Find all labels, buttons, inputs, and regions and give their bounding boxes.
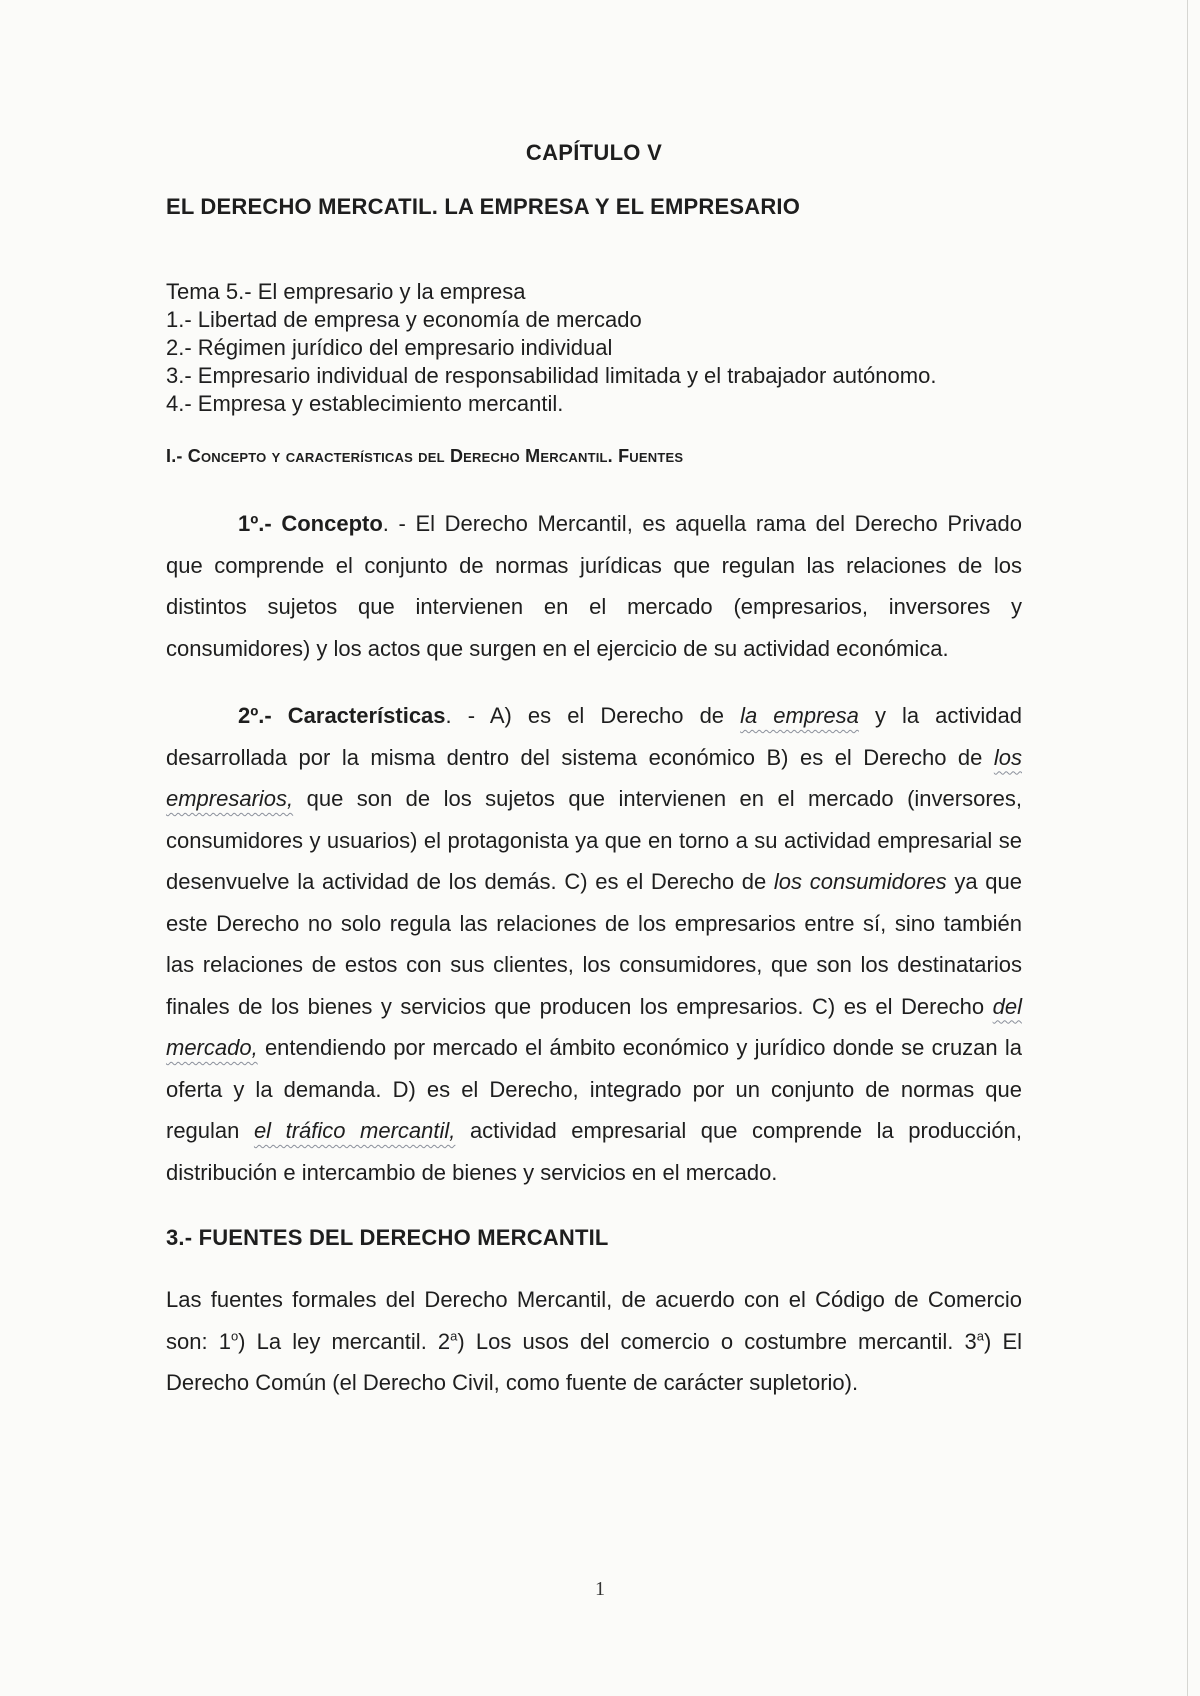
emphasis-trafico-mercantil: el tráfico mercantil, — [253, 1118, 456, 1143]
emphasis-los-consumidores: los consumidores — [773, 869, 947, 894]
emphasis-los-empresarios: los empresarios, — [166, 744, 1022, 811]
caracteristicas-text: . - A) es el Derecho de — [445, 703, 741, 728]
tema-item: 1.- Libertad de empresa y economía de mercado — [166, 307, 642, 332]
fuentes-text: ) La ley mercantil. 2 — [238, 1328, 451, 1354]
page-number: 1 — [595, 1578, 605, 1600]
caracteristicas-text: que son de los sujetos que intervienen en el mercado (inversores, consumidores y usuarios) el protagonista ya que en torno a su actividad empresarial se desenvuelve la actividad de los demás. C) es el Derecho de — [166, 786, 1022, 894]
tema-item: 2.- Régimen jurídico del empresario individual — [166, 335, 613, 360]
caracteristicas-text: actividad empresarial que comprende la producción, distribución e intercambio de bienes y servicios en el mercado. — [166, 1118, 1022, 1185]
scan-edge-line — [1187, 0, 1188, 1696]
tema-item: 3.- Empresario individual de responsabilidad limitada y el trabajador autónomo. — [166, 363, 937, 388]
caracteristicas-text: ya que este Derecho no solo regula las relaciones de los empresarios entre sí, sino también las relaciones de estos con sus clientes, los consumidores, que son los destinatarios finales de los bienes y servicios que producen los empresarios. C) es el Derecho — [166, 869, 1022, 1019]
paragraph-caracteristicas — [166, 695, 1022, 1193]
section-heading-concepto: I.- Concepto y características del Derecho Mercantil. Fuentes — [166, 446, 684, 466]
paragraph-concepto — [166, 503, 1022, 669]
caracteristicas-text: y la actividad desarrollada por la misma dentro del sistema económico B) es el Derecho de — [166, 703, 1022, 770]
concepto-label: 1º.- Concepto — [238, 511, 383, 536]
superscript: a — [450, 1328, 458, 1344]
superscript: a — [976, 1328, 984, 1344]
paragraph-fuentes — [166, 1279, 1022, 1404]
fuentes-text: ) Los usos del comercio o costumbre mercantil. 3 — [457, 1328, 977, 1354]
page-content — [166, 132, 1022, 1404]
tema-item: 4.- Empresa y establecimiento mercantil. — [166, 391, 564, 416]
chapter-heading: CAPÍTULO V — [525, 140, 663, 165]
caracteristicas-label: 2º.- Características — [238, 703, 446, 728]
emphasis-la-empresa: la empresa — [740, 703, 859, 728]
fuentes-text: Las fuentes formales del Derecho Mercantil, de acuerdo con el Código de Comercio son: 1 — [166, 1287, 1022, 1354]
document-title: EL DERECHO MERCATIL. LA EMPRESA Y EL EMPRESARIO — [166, 194, 801, 219]
concepto-text: . - El Derecho Mercantil, es aquella rama del Derecho Privado que comprende el conjunto de normas jurídicas que regulan las relaciones de los distintos sujetos que intervienen en el mercado (empresarios, inversores y consumidores) y los actos que surgen en el ejercicio de su actividad económica. — [166, 511, 1022, 661]
caracteristicas-text: entendiendo por mercado el ámbito económico y jurídico donde se cruzan la oferta y la demanda. D) es el Derecho, integrado por un conjunto de normas que regulan — [166, 1035, 1022, 1143]
emphasis-del-mercado: del mercado, — [166, 993, 1022, 1060]
tema-heading: Tema 5.- El empresario y la empresa — [166, 279, 526, 304]
fuentes-text: ) El Derecho Común (el Derecho Civil, como fuente de carácter supletorio). — [166, 1328, 1023, 1395]
tema-block — [166, 278, 1022, 418]
section-heading-fuentes: 3.- FUENTES DEL DERECHO MERCANTIL — [166, 1225, 609, 1250]
superscript: o — [230, 1328, 239, 1344]
